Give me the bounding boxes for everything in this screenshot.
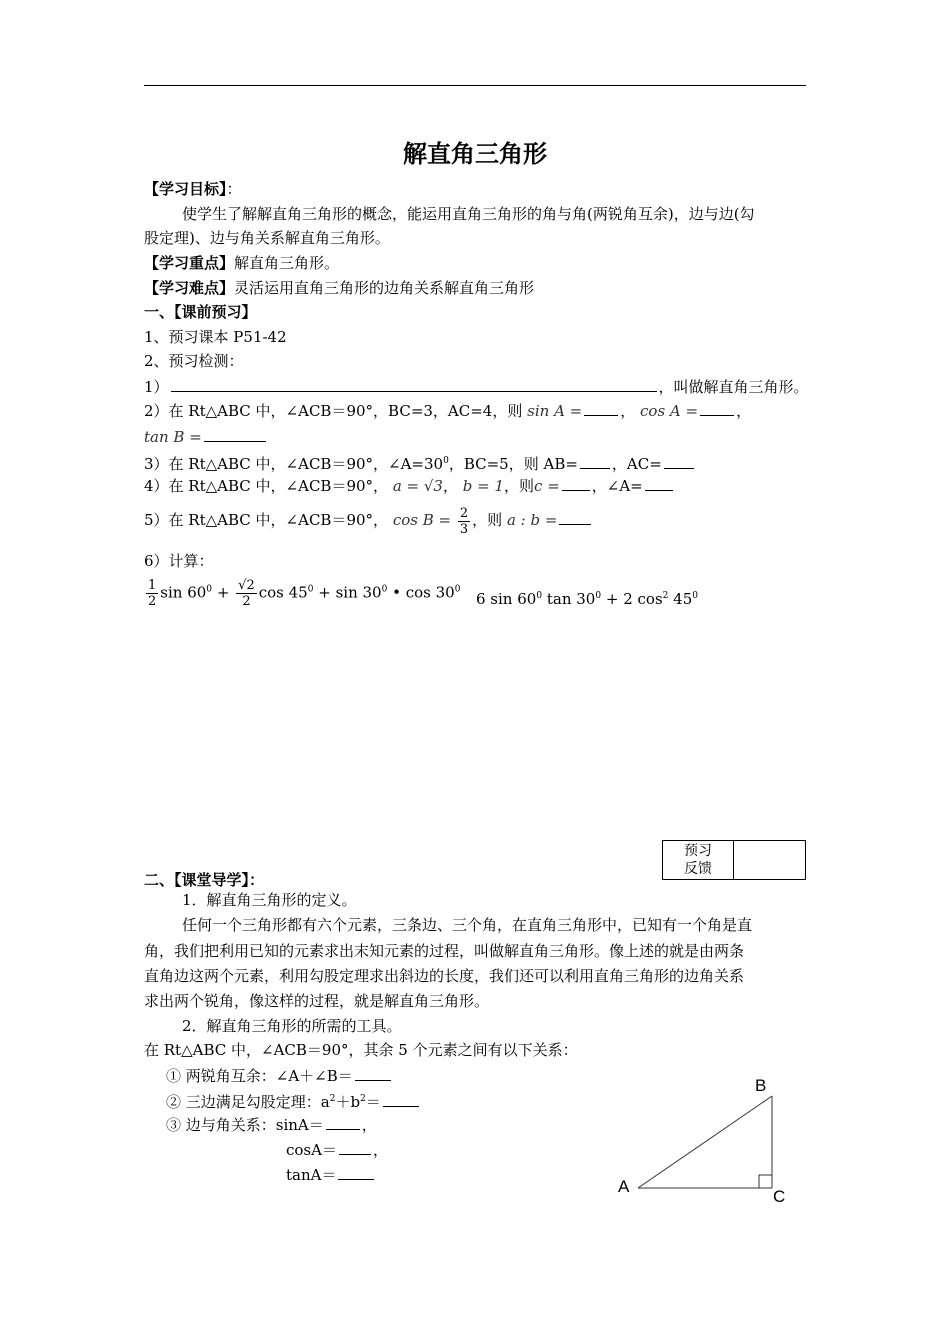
question-5: 5）在 Rt△ABC 中，∠ACB＝90°， cos B = $\frac{2}{3}$ ，则 a : b = — [144, 503, 593, 537]
relation-3: ③ 边与角关系：sinA＝ ， — [166, 1116, 377, 1134]
question-2-cont: tan B = — [144, 427, 268, 446]
relation-1: ① 两锐角互余：∠A＋∠B＝ — [166, 1066, 393, 1085]
formula-2: 6 $\sin 60^0$ $\tan 30^0 + 2$ $\cos^2 45^0$ — [476, 590, 698, 608]
guide-section-1: 1．解直角三角形的定义。 — [182, 891, 357, 909]
vertex-label-c: C — [773, 1187, 786, 1206]
goals-text-line1: 使学生了解解直角三角形的概念，能运用直角三角形的角与角(两锐角互余)，边与边(勾 — [182, 205, 755, 223]
guide-section-2: 2．解直角三角形的所需的工具。 — [182, 1017, 402, 1035]
preview-heading: 一、【课前预习】 — [144, 303, 257, 321]
right-angle-mark — [759, 1175, 772, 1188]
goals-text-line2: 股定理)、边与角关系解直角三角形。 — [144, 229, 390, 247]
guide-paragraph-line2: 角，我们把利用已知的元素求出末知元素的过程，叫做解直角三角形。像上述的就是由两条 — [144, 942, 745, 960]
answer-blank[interactable] — [645, 476, 673, 491]
answer-blank[interactable] — [339, 1140, 371, 1155]
question-4: 4）在 Rt△ABC 中，∠ACB＝90°， a = √3， b = 1，则c = ，∠A= — [144, 476, 675, 495]
answer-blank[interactable] — [664, 454, 694, 469]
answer-blank[interactable] — [700, 401, 734, 416]
guide-paragraph-line3: 直角边这两个元素，利用勾股定理求出斜边的长度，我们还可以利用直角三角形的边角关系 — [144, 967, 745, 985]
goals-heading: 【学习目标】： — [144, 180, 242, 198]
feedback-input[interactable] — [734, 841, 806, 880]
answer-blank[interactable] — [562, 476, 590, 491]
relation-3-tan: tanA＝ — [286, 1165, 376, 1184]
answer-blank[interactable] — [584, 401, 618, 416]
question-3: 3）在 Rt△ABC 中，∠ACB＝90°，$\angle A=30^0$，BC=5，则 AB= ，AC= — [144, 452, 696, 473]
fraction: $\frac{2}{3}$ — [459, 505, 469, 537]
guide-intro: 在 Rt△ABC 中，∠ACB＝90°，其余 5 个元素之间有以下关系： — [144, 1041, 578, 1059]
answer-blank[interactable] — [338, 1165, 374, 1180]
answer-blank[interactable] — [204, 427, 266, 442]
preview-item-2: 2、预习检测： — [144, 352, 244, 370]
question-1: 1） ，叫做解直角三角形。 — [144, 378, 809, 396]
key-point: 【学习重点】解直角三角形。 — [144, 254, 340, 272]
answer-blank[interactable] — [171, 377, 657, 392]
answer-blank[interactable] — [326, 1115, 360, 1130]
page-title: 解直角三角形 — [403, 140, 547, 168]
preview-item-1: 1、预习课本 P51-42 — [144, 328, 287, 346]
hypotenuse-ab — [638, 1096, 772, 1188]
vertex-label-a: A — [618, 1177, 630, 1196]
difficulty-point: 【学习难点】灵活运用直角三角形的边角关系解直角三角形 — [144, 279, 535, 297]
guide-heading: 二、【课堂导学】： — [144, 871, 265, 889]
answer-blank[interactable] — [383, 1092, 419, 1107]
answer-blank[interactable] — [559, 510, 591, 525]
question-2: 2）在 Rt△ABC 中，∠ACB＝90°，BC=3，AC=4，则 sin A = ， cos A = ， — [144, 402, 752, 420]
vertex-label-b: B — [755, 1076, 767, 1095]
guide-paragraph-line4: 求出两个锐角，像这样的过程，就是解直角三角形。 — [144, 992, 490, 1010]
header-rule — [144, 85, 806, 86]
relation-2: ② 三边满足勾股定理：$a^2+b^2=$ — [166, 1090, 421, 1111]
question-6: 6）计算： — [144, 552, 214, 570]
answer-blank[interactable] — [355, 1066, 391, 1081]
right-triangle-diagram — [610, 1070, 800, 1210]
answer-blank[interactable] — [580, 454, 610, 469]
feedback-label: 预习 反馈 — [663, 841, 734, 880]
guide-paragraph-line1: 任何一个三角形都有六个元素，三条边、三个角，在直角三角形中，已知有一个角是直 — [182, 916, 753, 934]
feedback-box — [662, 840, 806, 880]
relation-3-cos: cosA＝ ， — [286, 1141, 388, 1159]
formula-1: $\frac{1}{2}$ $\sin 60^0$ + $\frac{√2}{2}$ $\cos 45^0 + \sin 30^0$ • $\cos 30^0$ — [148, 578, 461, 609]
